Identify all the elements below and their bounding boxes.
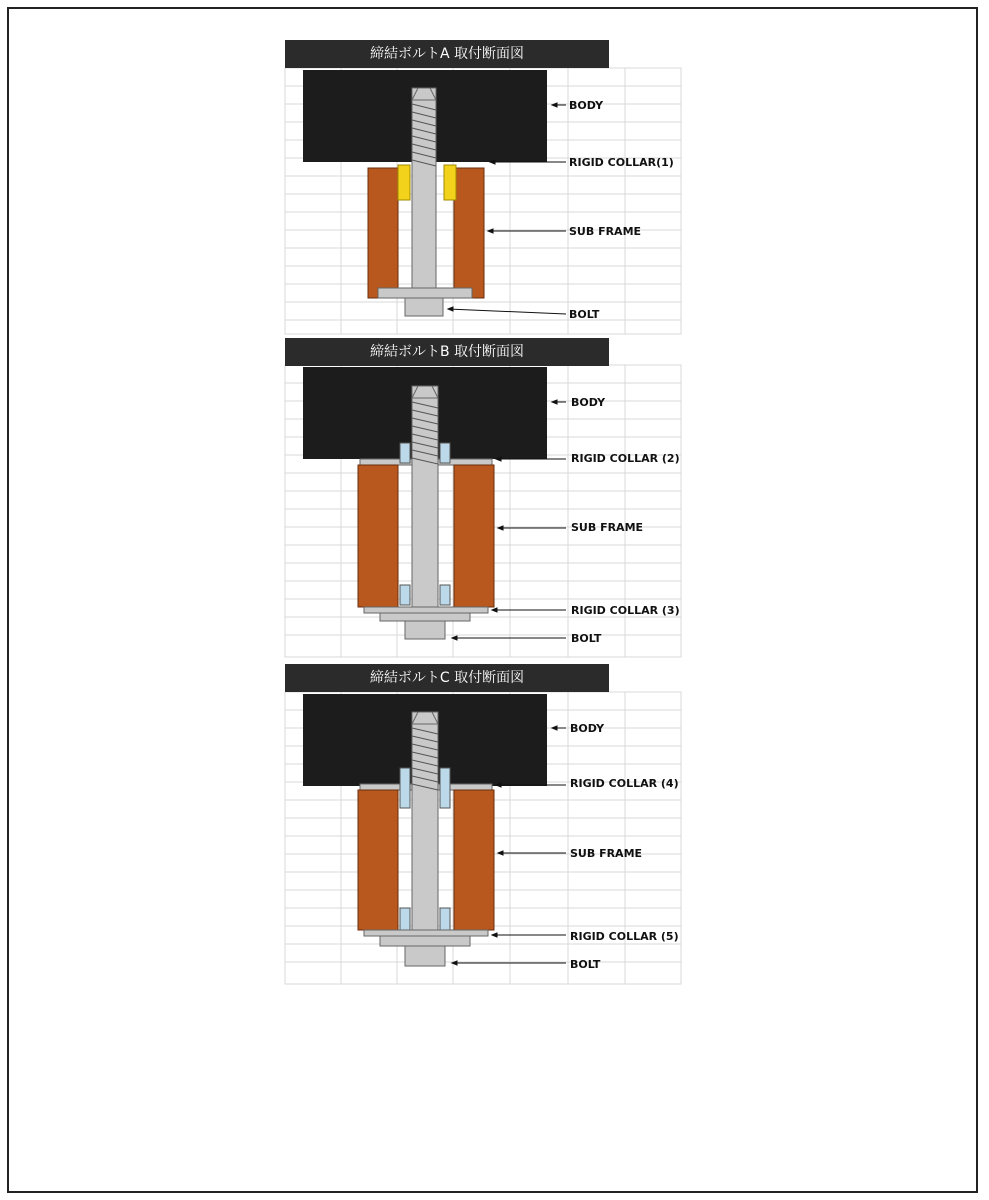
label-rigid-collar-3: RIGID COLLAR (3) (571, 604, 680, 617)
bolt-head (405, 946, 445, 966)
label-body-c: BODY (570, 722, 605, 735)
sub-frame-right (454, 790, 494, 930)
rigid-collar-5-right (440, 908, 450, 932)
label-rigid-collar-4: RIGID COLLAR (4) (570, 777, 679, 790)
diagram-c-title: 締結ボルトC 取付断面図 (285, 664, 609, 692)
label-body-b: BODY (571, 396, 606, 409)
label-sub-frame-b: SUB FRAME (571, 521, 644, 534)
collar-plate-bottom (364, 930, 488, 936)
label-rigid-collar-1: RIGID COLLAR(1) (569, 156, 674, 169)
rigid-collar-4-left (400, 768, 410, 808)
label-rigid-collar-2: RIGID COLLAR (2) (571, 452, 680, 465)
label-sub-frame-a: SUB FRAME (569, 225, 642, 238)
diagram-b-title: 締結ボルトB 取付断面図 (285, 338, 609, 366)
rigid-collar-4-right (440, 768, 450, 808)
label-bolt-a: BOLT (569, 308, 600, 321)
label-sub-frame-c: SUB FRAME (570, 847, 643, 860)
label-bolt-c: BOLT (570, 958, 601, 971)
label-rigid-collar-5: RIGID COLLAR (5) (570, 930, 679, 943)
diagram-a-title: 締結ボルトA 取付断面図 (285, 40, 609, 68)
washer (380, 936, 470, 946)
label-bolt-b: BOLT (571, 632, 602, 645)
rigid-collar-5-left (400, 908, 410, 932)
label-body-a: BODY (569, 99, 604, 112)
bolt-shank (412, 712, 438, 936)
sub-frame-left (358, 790, 398, 930)
